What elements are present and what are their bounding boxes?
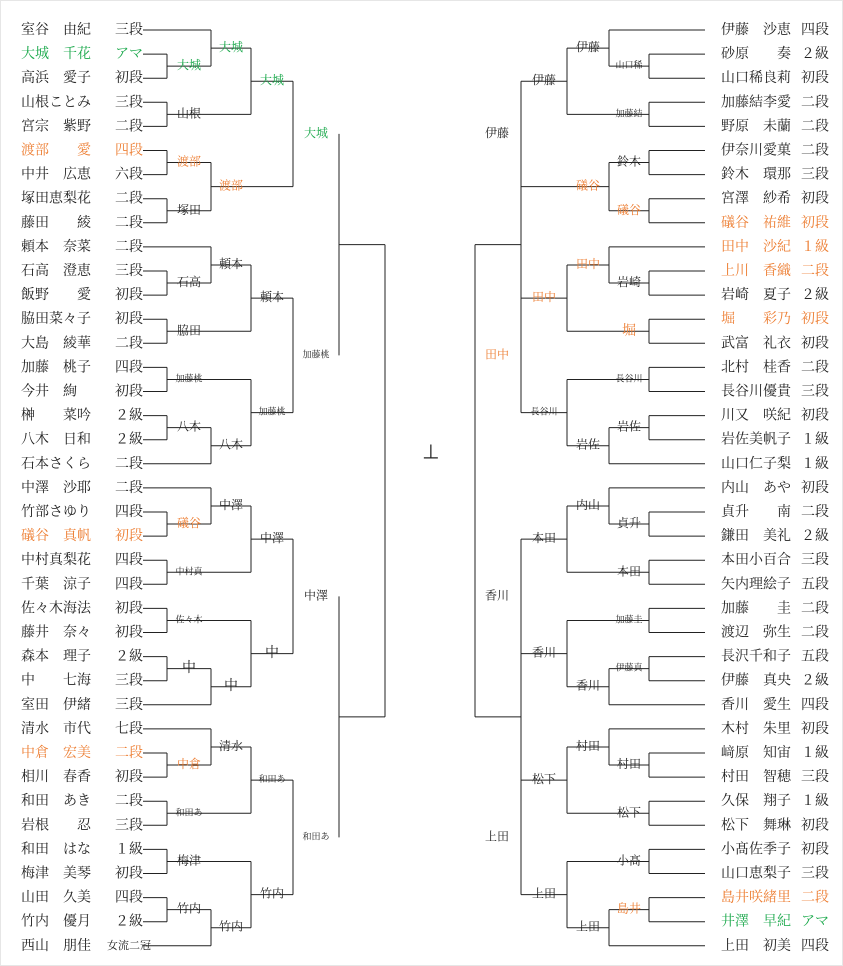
left-player-rank: 二段: [115, 745, 143, 761]
right-player-rank: 二段: [801, 359, 829, 376]
bracket-winner-label: 加藤桃: [175, 374, 203, 385]
right-player-name: 伊藤 真央: [721, 672, 791, 689]
right-player-name: 山口仁子梨: [721, 455, 791, 472]
right-player-rank: 初段: [801, 311, 829, 328]
left-player-name: 中井 広恵: [21, 166, 91, 183]
right-player-rank: ２級: [801, 672, 829, 689]
bracket-winner-label: 大城: [259, 73, 285, 88]
left-player-rank: 二段: [115, 214, 143, 231]
right-player-name: 内山 あや: [721, 479, 791, 496]
left-player-name: 千葉 涼子: [21, 576, 91, 593]
final-marker: ⊥: [422, 439, 440, 464]
bracket-winner-label: 加藤結: [615, 109, 643, 120]
right-player-rank: 二段: [801, 94, 829, 111]
left-player-rank: 二段: [115, 238, 143, 255]
left-player-rank: 二段: [115, 118, 143, 135]
bracket-winner-label: 八木: [176, 419, 202, 434]
left-player-name: 山田 久美: [21, 889, 91, 906]
right-player-name: 上田 初美: [721, 937, 791, 954]
left-player-name: 中村真梨花: [21, 552, 91, 569]
bracket-winner-label: 渡部: [218, 178, 244, 193]
bracket-winner-label: 伊藤: [531, 73, 557, 88]
bracket-winner-label: 礒谷: [176, 516, 202, 531]
left-player-name: 室田 伊緒: [21, 696, 91, 713]
bracket-winner-label: 和田あ: [258, 775, 286, 786]
right-player-rank: 五段: [801, 576, 829, 593]
bracket-winner-label: 竹内: [259, 886, 285, 901]
right-player-rank: ２級: [801, 528, 829, 545]
bracket-winner-label: 中: [224, 678, 238, 695]
right-player-name: 礒谷 祐維: [721, 214, 791, 231]
right-player-name: 宮澤 紗希: [721, 190, 791, 207]
right-player-rank: 三段: [801, 769, 829, 786]
left-player-name: 中 七海: [21, 672, 91, 689]
left-player-name: 榊 菜吟: [21, 407, 91, 424]
left-player-rank: 四段: [115, 142, 143, 159]
right-player-rank: ２級: [801, 287, 829, 304]
right-player-name: 伊奈川愛菓: [721, 142, 791, 159]
right-player-rank: 二段: [801, 263, 829, 279]
bracket-winner-label: 礒谷: [616, 202, 642, 217]
left-player-rank: 初段: [115, 624, 143, 641]
bracket-winner-label: 長谷川: [615, 374, 643, 385]
right-player-rank: 初段: [801, 70, 829, 87]
bracket-winner-label: 山根: [176, 106, 202, 121]
right-player-rank: 三段: [801, 865, 829, 882]
left-player-rank: アマ: [115, 46, 143, 63]
left-player-rank: 六段: [115, 166, 143, 183]
right-player-rank: 二段: [801, 118, 829, 135]
left-player-rank: ２級: [115, 407, 143, 424]
left-player-rank: 三段: [115, 263, 143, 279]
right-player-name: 田中 沙紀: [721, 238, 791, 255]
bracket-winner-label: 八木: [218, 437, 244, 452]
bracket-winner-label: 竹内: [176, 901, 202, 916]
left-player-rank: 二段: [115, 793, 143, 810]
right-player-rank: 初段: [801, 817, 829, 834]
left-player-name: 八木 日和: [21, 431, 91, 448]
bracket-winner-label: 松下: [531, 772, 557, 787]
left-player-rank: 初段: [115, 769, 143, 786]
right-player-name: 矢内理絵子: [721, 576, 791, 593]
left-player-name: 頼本 奈菜: [21, 238, 91, 255]
left-player-name: 清水 市代: [21, 720, 91, 737]
left-player-rank: 三段: [115, 672, 143, 689]
right-player-rank: 初段: [801, 190, 829, 207]
left-player-name: 中澤 沙耶: [21, 479, 91, 496]
right-player-rank: ２級: [801, 46, 829, 63]
right-player-rank: １級: [801, 455, 829, 472]
right-player-name: 松下 舞琳: [721, 817, 791, 834]
bracket-winner-label: 上田: [484, 829, 510, 844]
right-player-name: 加藤 圭: [721, 600, 791, 617]
left-player-name: 相川 春香: [21, 769, 91, 786]
bracket-winner-label: 田中: [531, 290, 557, 305]
left-player-rank: 初段: [115, 311, 143, 328]
bracket-winner-label: 長谷川: [530, 407, 558, 418]
left-player-rank: 三段: [115, 817, 143, 834]
left-player-rank: 初段: [115, 600, 143, 617]
right-player-name: 木村 朱里: [721, 720, 791, 737]
bracket-winner-label: 島井: [616, 901, 642, 916]
left-player-name: 渡部 愛: [21, 142, 91, 159]
bracket-winner-label: 貞升: [616, 516, 642, 531]
bracket-winner-label: 梅津: [176, 853, 202, 868]
right-player-rank: 初段: [801, 407, 829, 424]
left-player-rank: ２級: [115, 913, 143, 930]
right-player-name: 鈴木 環那: [721, 166, 791, 183]
left-player-rank: 三段: [115, 22, 143, 38]
bracket-winner-label: 中: [265, 645, 279, 662]
bracket-winner-label: 中: [182, 660, 196, 677]
right-player-rank: 二段: [801, 142, 829, 159]
left-player-name: 石高 澄恵: [21, 263, 91, 279]
right-player-name: 武富 礼衣: [721, 335, 791, 352]
left-player-rank: 四段: [115, 552, 143, 569]
right-player-name: 岩崎 夏子: [721, 287, 791, 304]
right-player-rank: 二段: [801, 600, 829, 617]
right-player-rank: 初段: [801, 479, 829, 496]
left-player-rank: 初段: [115, 70, 143, 87]
bracket-winner-label: 岩佐: [575, 437, 601, 452]
bracket-winner-label: 岩佐: [616, 419, 642, 434]
left-player-rank: 四段: [115, 504, 143, 520]
right-player-name: 野原 未蘭: [721, 118, 791, 135]
right-player-rank: アマ: [801, 913, 829, 930]
right-player-name: 﨑原 知宙: [721, 745, 791, 761]
bracket-winner-label: 中澤: [218, 497, 244, 512]
right-player-name: 渡辺 弥生: [721, 624, 791, 641]
right-player-rank: 二段: [801, 624, 829, 641]
left-player-name: 西山 朋佳: [21, 937, 91, 954]
right-player-name: 砂原 奏: [721, 46, 791, 63]
bracket-winner-label: 岩崎: [616, 275, 642, 290]
left-player-name: 大島 綾華: [21, 335, 91, 352]
bracket-winner-label: 頼本: [218, 256, 244, 271]
bracket-winner-label: 松下: [616, 805, 642, 820]
right-player-name: 加藤結李愛: [721, 94, 791, 111]
bracket-winner-label: 中澤: [259, 531, 285, 546]
bracket-winner-label: 本田: [616, 564, 642, 579]
right-player-name: 長谷川優貴: [721, 383, 791, 400]
right-player-rank: 初段: [801, 720, 829, 737]
right-player-rank: 二段: [801, 889, 829, 906]
right-player-rank: 二段: [801, 504, 829, 520]
right-player-name: 北村 桂香: [721, 359, 791, 376]
bracket-winner-label: 小髙: [616, 853, 642, 868]
right-player-rank: 初段: [801, 841, 829, 858]
right-player-rank: 四段: [801, 937, 829, 954]
left-player-name: 飯野 愛: [21, 287, 91, 304]
right-player-name: 本田小百合: [721, 552, 791, 569]
left-player-rank: 女流二冠: [107, 938, 151, 952]
bracket-winner-label: 礒谷: [575, 178, 601, 193]
bracket-winner-label: 香川: [531, 645, 557, 660]
bracket-winner-label: 頼本: [259, 290, 285, 305]
bracket-winner-label: 中村真: [175, 567, 203, 578]
right-player-name: 鎌田 美礼: [721, 528, 791, 545]
right-player-name: 川又 咲紀: [721, 407, 791, 424]
left-player-name: 石本さくら: [21, 455, 91, 472]
left-player-name: 今井 絢: [21, 383, 77, 400]
left-player-name: 礒谷 真帆: [21, 528, 91, 545]
bracket-winner-label: 和田あ: [302, 832, 330, 843]
right-player-name: 岩佐美帆子: [721, 431, 791, 448]
bracket-winner-label: 大城: [176, 58, 202, 73]
left-player-rank: 四段: [115, 359, 143, 376]
bracket-winner-label: 中倉: [176, 757, 202, 772]
bracket-winner-label: 竹内: [218, 919, 244, 934]
bracket-winner-label: 塚田: [176, 202, 202, 217]
bracket-winner-label: 山口稀: [615, 61, 643, 72]
bracket-winner-label: 上田: [575, 919, 601, 934]
right-player-rank: １級: [801, 238, 829, 255]
right-player-rank: １級: [801, 431, 829, 448]
bracket-winner-label: 加藤桃: [258, 407, 286, 418]
left-player-name: 大城 千花: [21, 46, 91, 63]
bracket-lines: [1, 1, 843, 966]
bracket-winner-label: 村田: [616, 757, 642, 772]
left-player-rank: 二段: [115, 455, 143, 472]
bracket-winner-label: 佐々木: [175, 615, 203, 626]
left-player-name: 脇田菜々子: [21, 311, 91, 328]
right-player-name: 山口恵梨子: [721, 865, 791, 882]
right-player-rank: 三段: [801, 166, 829, 183]
bracket-winner-label: 本田: [531, 531, 557, 546]
bracket-winner-label: 鈴木: [616, 154, 642, 169]
right-player-rank: 初段: [801, 335, 829, 352]
left-player-name: 塚田恵梨花: [21, 190, 91, 207]
right-player-rank: 四段: [801, 22, 829, 38]
left-player-name: 和田 あき: [21, 793, 91, 810]
left-player-name: 藤井 奈々: [21, 624, 91, 641]
right-player-rank: 三段: [801, 383, 829, 400]
bracket-winner-label: 伊藤: [484, 125, 510, 140]
left-player-name: 和田 はな: [21, 841, 91, 858]
left-player-rank: 七段: [115, 720, 143, 737]
left-player-rank: 初段: [115, 865, 143, 882]
left-player-name: 室谷 由紀: [21, 22, 91, 38]
right-player-name: 堀 彩乃: [721, 311, 791, 328]
bracket-winner-label: 香川: [575, 678, 601, 693]
bracket-winner-label: 加藤圭: [615, 615, 643, 626]
right-player-name: 小髙佐季子: [721, 841, 791, 858]
bracket-winner-label: 清水: [218, 738, 244, 753]
left-player-name: 岩根 忍: [21, 817, 91, 834]
bracket-winner-label: 村田: [575, 738, 601, 753]
left-player-rank: 初段: [115, 528, 143, 545]
left-player-name: 山根ことみ: [21, 94, 91, 111]
right-player-rank: 五段: [801, 648, 829, 665]
left-player-rank: 二段: [115, 479, 143, 496]
left-player-rank: 四段: [115, 889, 143, 906]
left-player-rank: 四段: [115, 576, 143, 593]
left-player-rank: ２級: [115, 648, 143, 665]
left-player-rank: 三段: [115, 696, 143, 713]
right-player-name: 島井咲緒里: [721, 889, 791, 906]
right-player-name: 村田 智穂: [721, 769, 791, 786]
bracket-winner-label: 伊藤真: [615, 663, 643, 674]
right-player-rank: 三段: [801, 552, 829, 569]
left-player-rank: 二段: [115, 190, 143, 207]
left-player-rank: 三段: [115, 94, 143, 111]
left-player-name: 竹部さゆり: [21, 504, 91, 520]
left-player-name: 高浜 愛子: [21, 70, 91, 87]
right-player-rank: １級: [801, 793, 829, 810]
bracket-winner-label: 加藤桃: [302, 350, 330, 361]
bracket-winner-label: 田中: [575, 256, 601, 271]
left-player-rank: 初段: [115, 287, 143, 304]
left-player-name: 加藤 桃子: [21, 359, 91, 376]
bracket-winner-label: 内山: [575, 497, 601, 512]
left-player-name: 宮宗 紫野: [21, 118, 91, 135]
bracket-winner-label: 堀: [622, 322, 636, 339]
right-player-name: 久保 翔子: [721, 793, 791, 810]
right-player-name: 伊藤 沙恵: [721, 22, 791, 38]
bracket-winner-label: 伊藤: [575, 40, 601, 55]
left-player-rank: １級: [115, 841, 143, 858]
right-player-name: 井澤 早紀: [721, 913, 791, 930]
left-player-name: 藤田 綾: [21, 214, 91, 231]
left-player-name: 梅津 美琴: [21, 865, 91, 882]
left-player-rank: 初段: [115, 383, 143, 400]
right-player-rank: 四段: [801, 696, 829, 713]
left-player-rank: 二段: [115, 335, 143, 352]
right-player-name: 上川 香織: [721, 263, 791, 279]
bracket-winner-label: 石高: [176, 275, 202, 290]
left-player-name: 中倉 宏美: [21, 745, 91, 761]
bracket-winner-label: 田中: [484, 347, 510, 362]
bracket-winner-label: 大城: [218, 40, 244, 55]
right-player-rank: 初段: [801, 214, 829, 231]
right-player-name: 香川 愛生: [721, 696, 791, 713]
left-player-name: 佐々木海法: [21, 600, 91, 617]
bracket-winner-label: 和田あ: [175, 808, 203, 819]
bracket-winner-label: 上田: [531, 886, 557, 901]
right-player-name: 長沢千和子: [721, 648, 791, 665]
bracket-winner-label: 中澤: [303, 588, 329, 603]
right-player-name: 山口稀良莉: [721, 70, 791, 87]
left-player-name: 竹内 優月: [21, 913, 91, 930]
bracket-winner-label: 大城: [303, 125, 329, 140]
right-player-name: 貞升 南: [721, 504, 791, 520]
left-player-name: 森本 理子: [21, 648, 91, 665]
bracket-winner-label: 脇田: [176, 323, 202, 338]
left-player-rank: ２級: [115, 431, 143, 448]
bracket-winner-label: 渡部: [176, 154, 202, 169]
right-player-rank: １級: [801, 745, 829, 761]
bracket-winner-label: 香川: [484, 588, 510, 603]
